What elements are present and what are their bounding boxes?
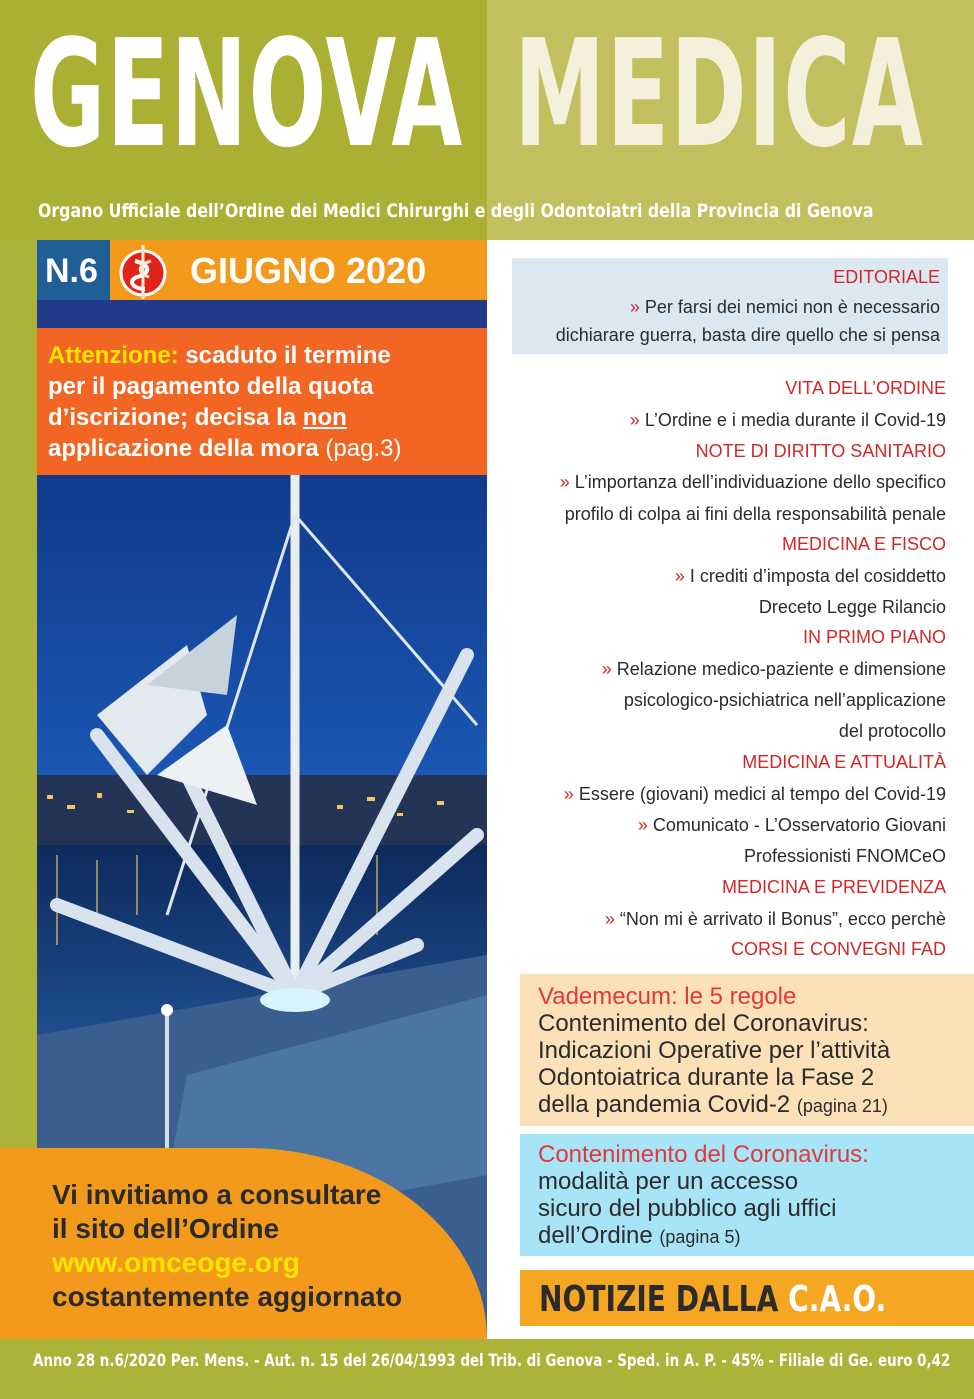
vademecum-page-ref: (pagina 21) [796,1096,888,1116]
attention-line-2: per il pagamento della quota [48,373,374,400]
footer-publication-info: Anno 28 n.6/2020 Per. Mens. - Aut. n. 15 del 26/04/1993 del Trib. di Genova - Sped. in A. P. - 45% - Filiale di Ge. euro 0,42 [33,1351,951,1371]
attention-page-ref: (pag.3) [325,435,402,462]
arrow-icon: » [604,909,615,929]
toc-item-primo-line-3: del protocollo [838,721,946,741]
vademecum-title: Vademecum: le 5 regole [538,983,797,1010]
toc-item-diritto-line-2: profilo di colpa ai fini della responsabilità penale [564,504,946,524]
arrow-icon: » [637,815,648,835]
toc-item-attualita-line-3: Professionisti FNOMCeO [743,846,946,866]
toc-item-diritto-line-1[interactable]: » L’importanza dell’individuazione dello specifico [559,472,946,492]
toc-item-primo-line-1[interactable]: » Relazione medico-paziente e dimensione [601,659,946,679]
toc-item-fisco-line-1[interactable]: » I crediti d’imposta del cosiddetto [674,566,946,586]
website-invite-text [52,1178,402,1314]
modalita-line-1: modalità per un accesso [538,1168,799,1195]
issue-number-box [37,240,110,300]
masthead-title-medica: MEDICA [514,8,925,180]
attention-label: Attenzione: [48,342,179,369]
toc-item-primo-line-2: psicologico-psichiatrica nell’applicazione [623,690,946,710]
vademecum-line-2: Indicazioni Operative per l’attività [538,1037,891,1064]
vademecum-line-4: della pandemia Covid-2 [538,1091,791,1118]
cao-label: NOTIZIE DALLA [539,1279,779,1320]
invite-line-1: Vi invitiamo a consultare [52,1179,382,1210]
toc-section-editoriale: EDITORIALE [833,267,940,287]
modalita-line-2: sicuro del pubblico agli uffici [538,1195,837,1222]
cao-accent: C.A.O. [788,1279,887,1320]
toc-item-previdenza[interactable]: » “Non mi è arrivato il Bonus”, ecco perchè [604,909,946,929]
toc-item-attualita-line-1[interactable]: » Essere (giovani) medici al tempo del Covid-19 [563,784,946,804]
toc-section-corsi: CORSI E CONVEGNI FAD [730,939,946,959]
toc-item-vita[interactable]: » L’Ordine e i media durante il Covid-19 [629,410,946,430]
arrow-icon: » [629,297,640,317]
toc-item-fisco-line-2: Dreceto Legge Rilancio [758,597,946,617]
vademecum-box [520,974,974,1126]
issue-number: N.6 [45,252,98,290]
modalita-title: Contenimento del Coronavirus: [538,1141,869,1168]
attention-line-3: d’iscrizione; decisa la [48,404,297,431]
toc-item-attualita-line-2[interactable]: » Comunicato - L’Osservatorio Giovani [637,815,946,835]
issue-bar [37,240,487,300]
cao-news-banner [520,1270,974,1326]
toc-section-fisco: MEDICINA E FISCO [781,534,946,554]
toc-section-attualita: MEDICINA E ATTUALITÀ [742,752,946,772]
modalita-line-3: dell’Ordine [538,1222,653,1249]
arrow-icon: » [674,566,685,586]
attention-underlined-word: non [302,404,347,431]
arrow-icon: » [601,659,612,679]
attention-line-4: applicazione della mora [48,435,319,462]
modalita-page-ref: (pagina 5) [659,1227,741,1247]
toc-item-editoriale-line-1[interactable]: » Per farsi dei nemici non è necessario [629,297,940,317]
vademecum-line-1: Contenimento del Coronavirus: [538,1010,869,1037]
issue-date: GIUGNO 2020 [190,250,427,291]
vademecum-line-3: Odontoiatrica durante la Fase 2 [538,1064,875,1091]
invite-line-2: il sito dell’Ordine [52,1213,280,1244]
blue-strip [37,300,487,328]
attention-notice [37,328,487,475]
masthead-subtitle: Organo Ufficiale dell’Ordine dei Medici Chirurghi e degli Odontoiatri della Provincia di Genova [38,200,874,222]
arrow-icon: » [629,410,640,430]
website-url-link[interactable]: www.omceoge.org [52,1247,300,1278]
masthead-title-genova: GENOVA [30,8,464,180]
invite-line-4: costantemente aggiornato [52,1281,403,1312]
caduceus-logo-icon [115,243,171,299]
toc-section-primo-piano: IN PRIMO PIANO [802,627,946,647]
toc-section-diritto: NOTE DI DIRITTO SANITARIO [695,441,946,461]
modalita-accesso-box [520,1134,974,1256]
toc-section-previdenza: MEDICINA E PREVIDENZA [721,877,946,897]
toc-item-editoriale-line-2: dichiarare guerra, basta dire quello che si pensa [555,325,940,345]
arrow-icon: » [559,472,570,492]
arrow-icon: » [563,784,574,804]
toc-section-vita: VITA DELL’ORDINE [785,378,946,398]
attention-line-1: scaduto il termine [185,342,391,369]
